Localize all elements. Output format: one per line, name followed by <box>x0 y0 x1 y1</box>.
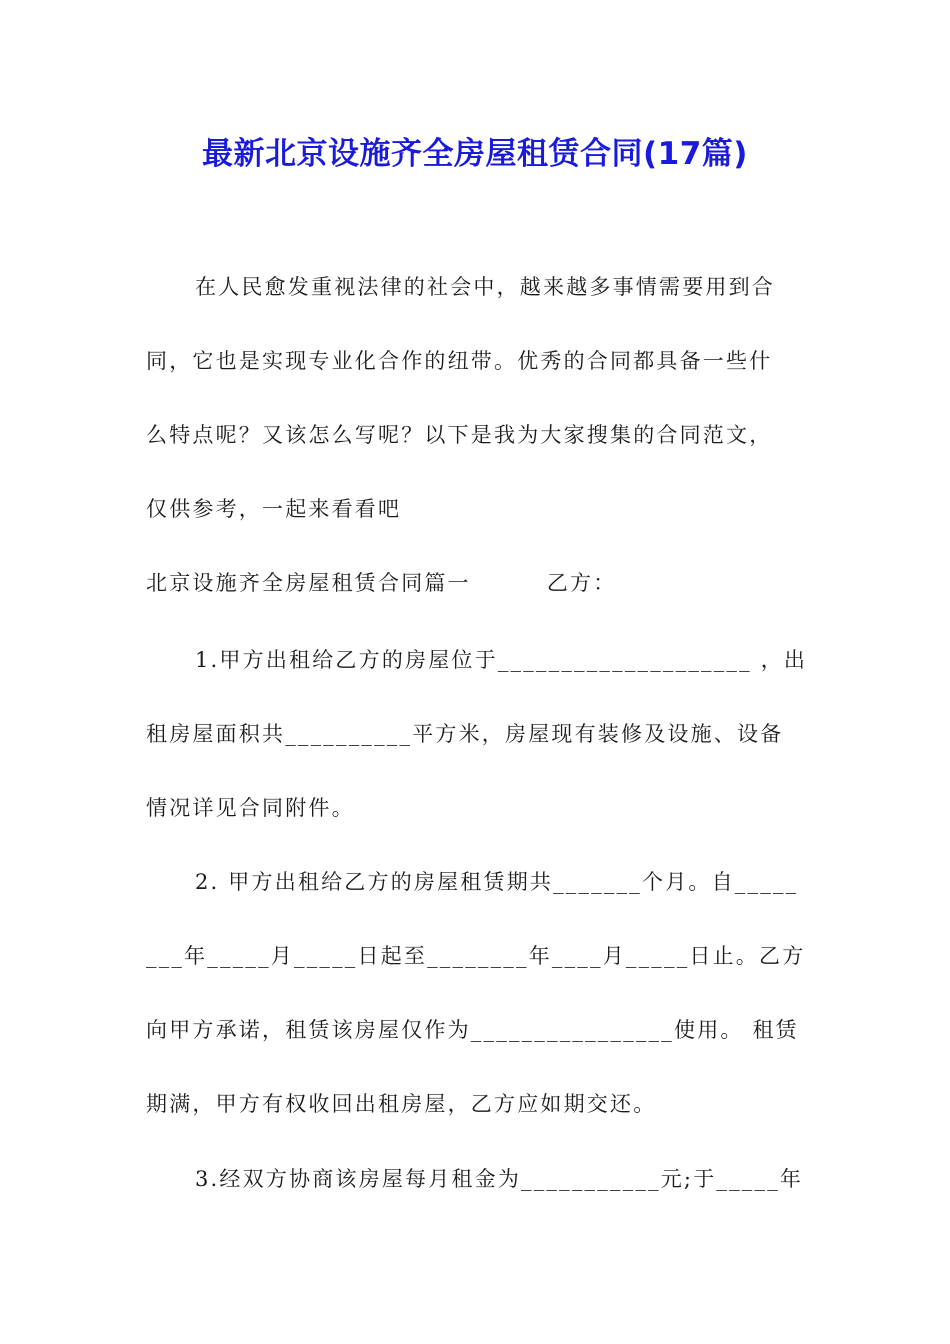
document-title: 最新北京设施齐全房屋租赁合同(17篇) <box>202 136 748 172</box>
paragraph-line: 么特点呢？又该怎么写呢？以下是我为大家搜集的合同范文， <box>146 423 773 447</box>
paragraph-line: 在人民愈发重视法律的社会中，越来越多事情需要用到合 <box>195 275 775 299</box>
clause-line: 期满，甲方有权收回出租房屋，乙方应如期交还。 <box>146 1092 657 1116</box>
clause-line: 向甲方承诺，租赁该房屋仅作为________________使用。 租赁 <box>146 1018 799 1042</box>
section-heading: 北京设施齐全房屋租赁合同篇一 <box>146 571 471 595</box>
clause-line: 3.经双方协商该房屋每月租金为___________元;于_____年 <box>195 1167 804 1191</box>
clause-line: ___年_____月_____日起至________年____月_____日止。乙方 <box>146 944 806 968</box>
section-heading-line <box>146 568 806 598</box>
clause-line: 2. 甲方出租给乙方的房屋租赁期共_______个月。自_____ <box>195 870 799 894</box>
clause-line: 租房屋面积共__________平方米，房屋现有装修及设施、设备 <box>146 722 784 746</box>
clause-line: 1.甲方出租给乙方的房屋位于____________________ ，出 <box>195 648 808 672</box>
paragraph-line: 同，它也是实现专业化合作的纽带。优秀的合同都具备一些什 <box>146 349 773 373</box>
party-b-label: 乙方： <box>546 571 617 595</box>
paragraph-line: 仅供参考，一起来看看吧 <box>146 497 402 521</box>
clause-line: 情况详见合同附件。 <box>146 796 355 820</box>
